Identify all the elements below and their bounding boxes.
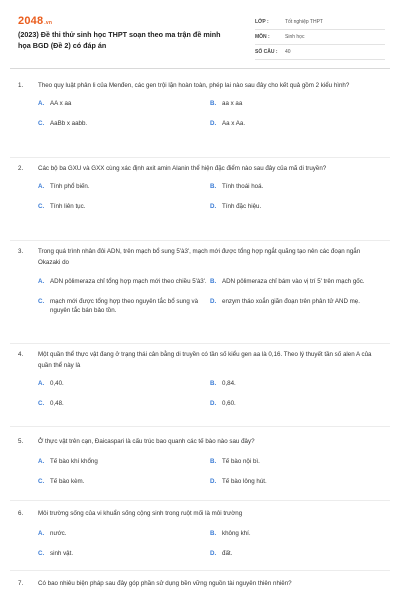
option-c[interactable]	[38, 119, 210, 128]
option-d[interactable]	[210, 399, 382, 408]
option-letter: A.	[38, 458, 45, 465]
question-number: 4.	[18, 351, 24, 358]
option-c[interactable]	[38, 202, 210, 211]
answer-options	[38, 457, 382, 486]
answer-options	[38, 529, 382, 558]
meta-value: 40	[285, 49, 291, 55]
option-text: 0,40.	[50, 380, 64, 387]
logo-text: 2048	[18, 15, 44, 27]
option-c[interactable]	[38, 399, 210, 408]
question-2	[18, 163, 382, 211]
option-text: Tế bào nội bì.	[222, 458, 260, 465]
option-letter: C.	[38, 120, 45, 127]
question-text: Một quần thể thực vật đang ở trạng thái cân bằng di truyền có tần số kiểu gen aa là 0,16. Theo lý thuyết tần số alen A của quần thể này là	[38, 351, 372, 369]
option-d[interactable]	[210, 477, 382, 486]
option-a[interactable]	[38, 182, 210, 191]
question-5	[18, 436, 382, 486]
option-letter: D.	[210, 120, 217, 127]
meta-row-class	[255, 15, 385, 30]
option-letter: A.	[38, 278, 45, 285]
option-a[interactable]	[38, 99, 210, 108]
question-text: Các bộ ba GXU và GXX cùng xác định axit amin Alanin thể hiện đặc điểm nào sau đây của mã di truyền?	[38, 165, 327, 172]
option-b[interactable]	[210, 277, 382, 286]
question-number: 2.	[18, 165, 24, 172]
question-divider	[10, 343, 390, 344]
answer-options	[38, 379, 382, 408]
option-text: ADN pôlimeraza chỉ bám vào vị trí 5' trên mạch gốc.	[222, 278, 365, 285]
option-b[interactable]	[210, 99, 382, 108]
answer-options	[38, 277, 382, 315]
question-number: 3.	[18, 248, 24, 255]
question-stem	[18, 349, 382, 371]
option-text: đất.	[222, 550, 233, 557]
option-b[interactable]	[210, 457, 382, 466]
question-7	[18, 578, 382, 589]
option-b[interactable]	[210, 529, 382, 538]
question-text: Trong quá trình nhân đôi ADN, trên mạch bổ sung 5'à3', mạch mới được tổng hợp ngắt quãng tạo nên các đoạn ngắn Okazaki do	[38, 248, 361, 266]
question-divider	[10, 240, 390, 241]
option-a[interactable]	[38, 457, 210, 466]
option-letter: A.	[38, 380, 45, 387]
question-stem	[18, 246, 382, 268]
option-text: ADN pôlimeraza chỉ tổng hợp mạch mới theo chiều 5'à3'.	[50, 278, 207, 285]
option-letter: C.	[38, 203, 45, 210]
option-letter: C.	[38, 400, 45, 407]
option-text: Tế bào khí khổng	[50, 458, 98, 465]
header-divider	[10, 68, 390, 69]
option-letter: D.	[210, 478, 217, 485]
option-text: 0,84.	[222, 380, 236, 387]
option-text: AaBb x aabb.	[50, 120, 88, 127]
question-1	[18, 80, 382, 128]
option-letter: A.	[38, 100, 45, 107]
question-4	[18, 349, 382, 408]
option-letter: D.	[210, 298, 217, 305]
meta-label: LỚP :	[255, 19, 269, 25]
logo-suffix: .vn	[44, 20, 53, 26]
option-c[interactable]	[38, 297, 210, 315]
meta-value: Tốt nghiệp THPT	[285, 19, 323, 25]
question-divider	[10, 570, 390, 571]
option-text: sinh vật.	[50, 550, 74, 557]
question-stem	[18, 578, 382, 589]
option-text: mạch mới được tổng hợp theo nguyên tắc bổ sung và nguyên tắc bán bảo tồn.	[50, 298, 199, 314]
question-stem	[18, 508, 382, 519]
option-letter: B.	[210, 458, 217, 465]
meta-label: MÔN :	[255, 34, 270, 40]
option-text: enzym tháo xoắn giãn đoạn trên phân tử AND mẹ.	[222, 298, 360, 305]
option-letter: B.	[210, 380, 217, 387]
question-divider	[10, 426, 390, 427]
option-letter: B.	[210, 530, 217, 537]
question-divider	[10, 500, 390, 501]
question-6	[18, 508, 382, 558]
option-d[interactable]	[210, 549, 382, 558]
option-letter: A.	[38, 530, 45, 537]
option-a[interactable]	[38, 379, 210, 388]
option-c[interactable]	[38, 549, 210, 558]
exam-meta	[255, 15, 385, 60]
question-text: Môi trường sống của vi khuẩn sống cộng sinh trong ruột mối là môi trường	[38, 510, 243, 517]
option-letter: D.	[210, 203, 217, 210]
meta-label: SỐ CÂU :	[255, 49, 278, 55]
question-number: 5.	[18, 438, 24, 445]
option-text: nước.	[50, 530, 67, 537]
option-letter: C.	[38, 298, 45, 305]
option-a[interactable]	[38, 277, 210, 286]
question-number: 7.	[18, 580, 24, 587]
option-letter: D.	[210, 550, 217, 557]
site-logo[interactable]	[18, 15, 52, 27]
question-text: Theo quy luật phân li của Menđen, các gen trội lặn hoàn toàn, phép lai nào sau đây cho kết quả gồm 2 kiểu hình?	[38, 82, 350, 89]
option-text: Tính thoái hoá.	[222, 183, 264, 190]
option-text: Tính đặc hiệu.	[222, 203, 262, 210]
question-3	[18, 246, 382, 315]
option-letter: C.	[38, 478, 45, 485]
option-letter: A.	[38, 183, 45, 190]
question-stem	[18, 80, 382, 91]
question-stem	[18, 163, 382, 174]
option-text: aa x aa	[222, 100, 243, 107]
option-b[interactable]	[210, 182, 382, 191]
question-stem	[18, 436, 382, 447]
option-a[interactable]	[38, 529, 210, 538]
answer-options	[38, 182, 382, 211]
option-text: không khí.	[222, 530, 251, 537]
meta-row-count	[255, 45, 385, 60]
option-b[interactable]	[210, 379, 382, 388]
option-c[interactable]	[38, 477, 210, 486]
question-divider	[10, 157, 390, 158]
question-number: 6.	[18, 510, 24, 517]
answer-options	[38, 99, 382, 128]
question-text: Có bao nhiêu biện pháp sau đây góp phần sử dụng bền vững nguồn tài nguyên thiên nhiên?	[38, 580, 292, 587]
question-text: Ở thực vật trên cạn, Đaicaspari là cấu trúc bao quanh các tế bào nào sau đây?	[38, 438, 255, 445]
option-d[interactable]	[210, 297, 382, 315]
option-letter: B.	[210, 100, 217, 107]
option-d[interactable]	[210, 202, 382, 211]
option-letter: B.	[210, 278, 217, 285]
option-text: Tế bào lông hút.	[222, 478, 267, 485]
option-text: AA x aa	[50, 100, 72, 107]
option-text: Tính liên tục.	[50, 203, 86, 210]
meta-row-subject	[255, 30, 385, 45]
question-number: 1.	[18, 82, 24, 89]
page-title: (2023) Đề thi thử sinh học THPT soạn theo ma trận đề minh họa BGD (Đề 2) có đáp án	[18, 30, 221, 50]
option-letter: D.	[210, 400, 217, 407]
option-text: Tế bào kèm.	[50, 478, 85, 485]
option-text: Tính phổ biến.	[50, 183, 90, 190]
option-letter: C.	[38, 550, 45, 557]
option-text: 0,48.	[50, 400, 64, 407]
option-text: Aa x Aa.	[222, 120, 246, 127]
meta-value: Sinh học	[285, 34, 305, 40]
option-text: 0,60.	[222, 400, 236, 407]
option-d[interactable]	[210, 119, 382, 128]
option-letter: B.	[210, 183, 217, 190]
